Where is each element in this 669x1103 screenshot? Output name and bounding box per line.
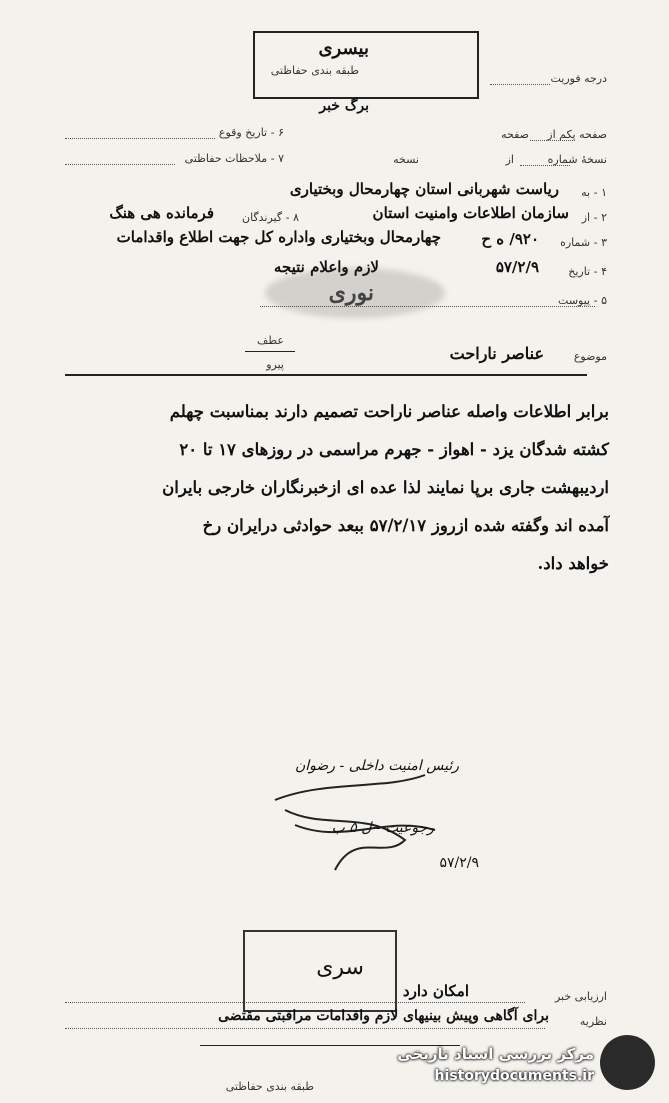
page-label: صفحه یکم از (547, 128, 607, 141)
field4-value: ۵۷/۲/۹ (495, 258, 539, 276)
body-line-3: اردیبهشت جاری برپا نمایند لذا عده ای ازخبرنگاران خارجی بایران (162, 478, 609, 497)
security-notes-dots (65, 164, 175, 165)
body-line-2: کشته شدگان یزد - اهواز - جهرم مراسمی در روزهای ۱۷ تا ۲۰ (179, 440, 609, 459)
opinion-dots (65, 1028, 545, 1029)
date-occurred-dots (65, 138, 215, 139)
security-notes-label: ۷ - ملاحظات حفاظتی (184, 152, 284, 165)
field3-value: ۹۲۰/ ه ح (481, 230, 539, 248)
field2-label: ۲ - از (581, 211, 607, 224)
subject-value: عناصر ناراحت (449, 344, 544, 363)
date-occurred-label: ۶ - تاریخ وقوع (218, 126, 284, 139)
copy-dots (520, 165, 570, 166)
body-line-1: برابر اطلاعات واصله عناصر ناراحت تصمیم دارند بمناسبت چهلم (169, 402, 609, 421)
signature-date: ۵۷/۲/۹ (439, 855, 479, 871)
field1-value: ریاست شهربانی استان چهارمحال وبختیاری (289, 180, 559, 198)
bottom-stamp-text: سری (316, 955, 364, 980)
peyro-label: پیرو (266, 358, 284, 371)
field1-label: ۱ - به (581, 186, 607, 199)
page-word: صفحه (501, 128, 529, 141)
signature-line-2: رجوعیت - ل ۵ ب (331, 820, 434, 836)
subject-label: موضوع (573, 350, 607, 363)
field8-value: فرمانده هی هنگ (109, 204, 214, 222)
subject-rule (65, 374, 587, 376)
watermark-url: historydocuments.ir (434, 1068, 594, 1084)
field8-label: ۸ - گیرندگان (241, 211, 299, 224)
atf-line (245, 351, 295, 352)
atf-label: عطف (257, 334, 284, 347)
opinion-label: نظریه (579, 1015, 607, 1028)
classification-label: طبقه بندی حفاظتی (270, 64, 359, 77)
evaluation-value: امکان دارد (402, 982, 469, 1000)
copy-label: نسخهٔ شماره (547, 153, 607, 166)
faded-stamp-text: نوری (328, 280, 374, 306)
urgency-dots (490, 84, 550, 85)
form-name: برگ خبر (319, 98, 369, 114)
watermark-logo-icon (600, 1035, 655, 1090)
copy-word: نسخه (393, 153, 419, 166)
page-dots (530, 140, 575, 141)
evaluation-dots (65, 1002, 525, 1003)
field3-label: ۳ - شماره (560, 236, 607, 249)
signature-line-1: رئیس امنیت داخلی - رضوان (295, 758, 459, 774)
field2-value: سازمان اطلاعات وامنیت استان (372, 204, 569, 222)
evaluation-label: ارزیابی خبر (554, 990, 607, 1003)
field4-label: ۴ - تاریخ (568, 265, 607, 278)
body-line-5: خواهد داد. (537, 554, 609, 573)
urgency-label: درجه فوریت (550, 72, 607, 85)
field8-value-3: لازم واعلام نتیجه (273, 258, 379, 276)
field5-label: ۵ - پیوست (558, 294, 607, 307)
copy-from: از (505, 153, 514, 166)
watermark-title: مرکز بررسی اسناد تاریخی (397, 1045, 594, 1063)
field8-value-2: چهارمحال وبختیاری واداره کل جهت اطلاع واقدامات (116, 228, 441, 246)
footer-classification: طبقه بندی حفاظتی (225, 1080, 314, 1093)
classification-top: بیسری (318, 38, 369, 59)
opinion-value: برای آگاهی وپیش بینیهای لازم واقدامات مراقبتی مقتضی (218, 1008, 549, 1024)
body-line-4: آمده اند وگفته شده ازروز ۵۷/۲/۱۷ ببعد حوادثی درایران رخ (202, 516, 609, 535)
